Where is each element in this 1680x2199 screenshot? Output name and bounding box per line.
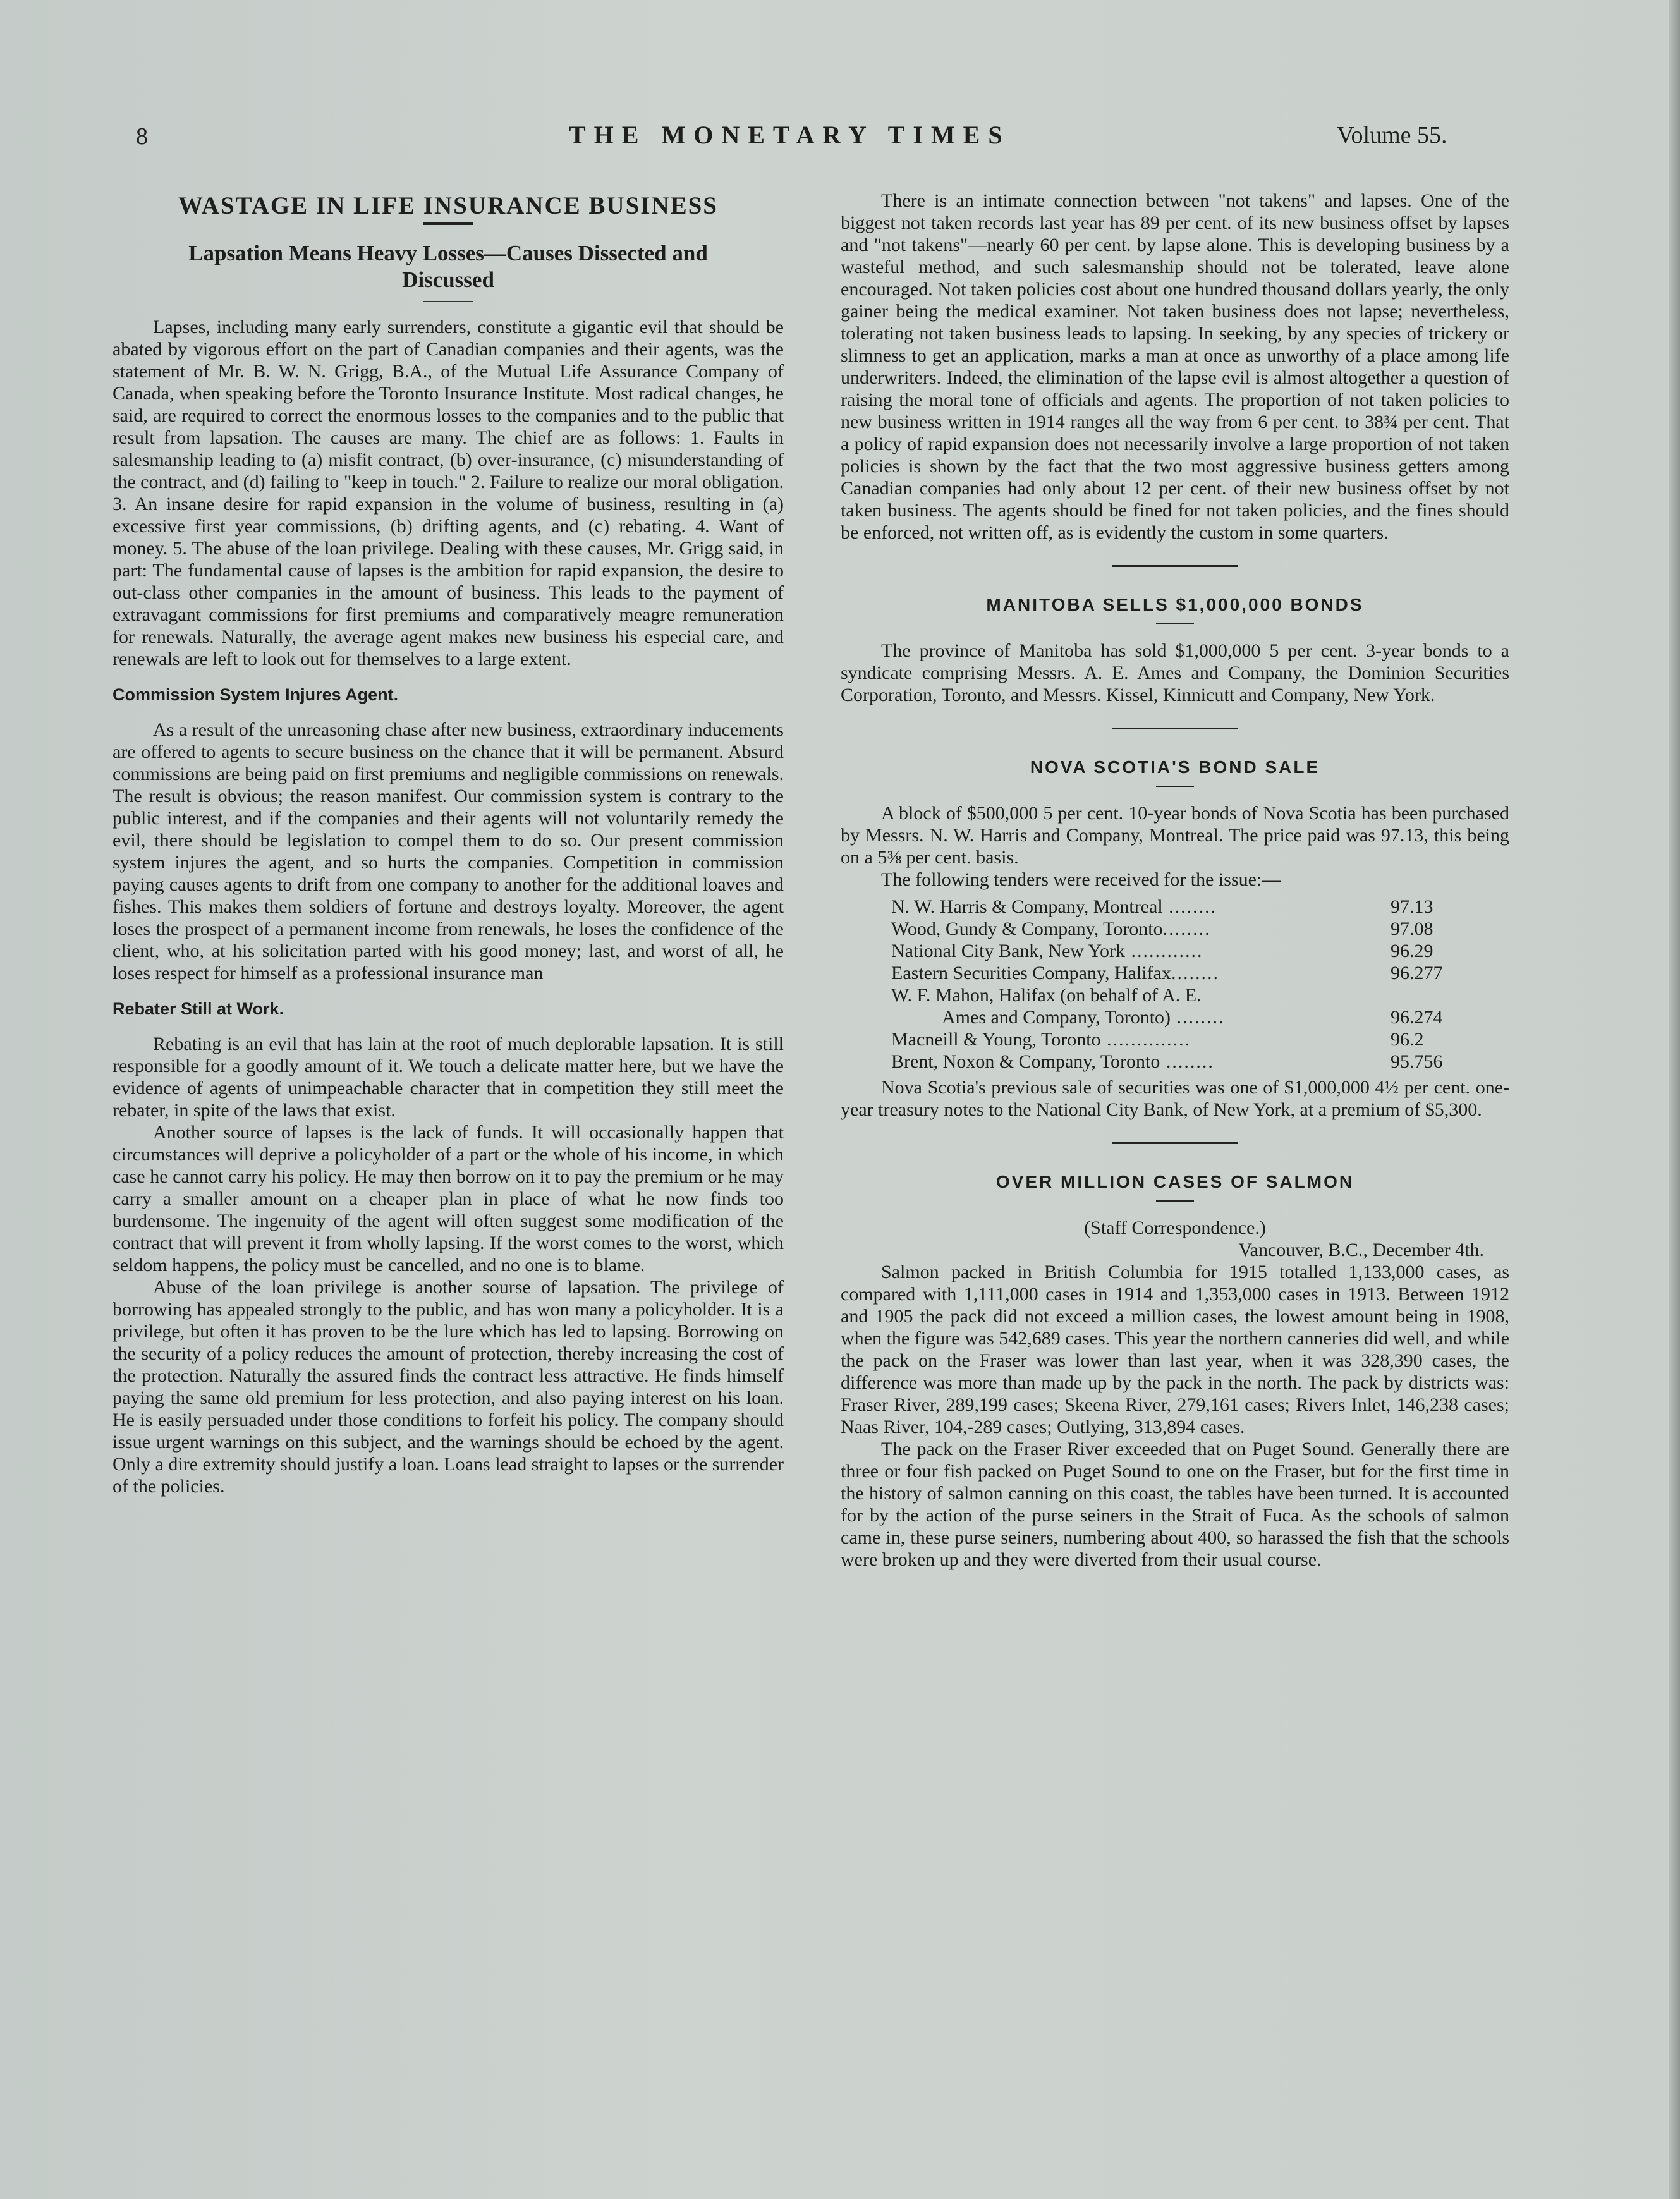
tender-name: W. F. Mahon, Halifax (on behalf of A. E. — [891, 985, 1202, 1006]
tender-price: 96.277 — [1391, 963, 1443, 984]
salmon-paragraph: The pack on the Fraser River exceeded that on Puget Sound. Generally there are three or four fish packed on Puget Sound to one on the Fraser, but for the first time in the history of salmon canning on this coast, the tables have been turned. It is accounted for by the action of the purse seiners in the Strait of Fuca. As the schools of salmon came in, these purse seiners, numbering about 400, so harassed the fish that the schools were broken up and they were diverted from their usual course. — [841, 1439, 1509, 1570]
tender-name: National City Bank, New York — [891, 941, 1125, 961]
tender-name: Ames and Company, Toronto) — [942, 1007, 1171, 1028]
dateline: Vancouver, B.C., December 4th. — [1238, 1240, 1484, 1260]
article-paragraph: Rebating is an evil that has lain at the root of much deplorable lapsation. It is still responsible for a goodly amount of it. We touch a delicate matter here, but we have the evidence of agents of unimpeachable character that in competition they still meet the rebater, in spite of the laws that exist. — [113, 1033, 784, 1121]
heading-rule — [1156, 1200, 1194, 1202]
tender-leader: ........ — [1171, 963, 1219, 984]
section-divider — [1112, 565, 1238, 567]
article-paragraph: There is an intimate connection between "not takens" and lapses. One of the biggest not taken records last year has 89 per cent. of its new business offset by lapses and "not takens"—nearly 60 per cent. by lapse alone. This is developing business by a wasteful method, and such salesmanship should not be tolerated, leave alone encouraged. Not taken policies cost about one hundred thousand dollars yearly, the only gainer being the medical examiner. Not taken business does not lapse; nevertheless, tolerating not taken business leads to lapsing. In seeking, by any species of trickery or slimness to get an application, marks a man at once as unworthy of a place among life underwriters. Indeed, the elimination of the lapse evil is almost altogether a question of raising the moral tone of officials and agents. The proportion of not taken policies to new business written in 1914 ranges all the way from 6 per cent. to 38¾ per cent. That a policy of rapid expansion does not necessarily involve a large proportion of not taken policies is shown by the fact that the two most aggressive business getters among Canadian companies had only about 12 per cent. of their new business offset by not taken business. The agents should be fined for not taken policies, and the fines should be enforced, not written off, as is evidently the custom in some quarters. — [841, 190, 1509, 543]
tender-price: 95.756 — [1391, 1051, 1443, 1072]
section-divider — [1112, 728, 1238, 729]
tender-row — [891, 1028, 1460, 1051]
tender-row — [891, 940, 1460, 962]
tender-leader: ........ — [1171, 1007, 1225, 1028]
tender-leader: ........ — [1162, 896, 1217, 917]
article-title: WASTAGE IN LIFE INSURANCE BUSINESS — [178, 192, 718, 219]
tender-price: 97.13 — [1391, 896, 1433, 917]
tender-leader: ........ — [1162, 918, 1211, 939]
tender-price: 96.274 — [1391, 1007, 1443, 1028]
binding-edge — [1669, 0, 1680, 2199]
staff-correspondence: (Staff Correspondence.) — [1084, 1217, 1266, 1238]
tender-leader: .............. — [1100, 1029, 1191, 1050]
tender-row — [891, 984, 1460, 1006]
tender-row — [891, 1006, 1460, 1028]
tender-name: N. W. Harris & Company, Montreal — [891, 896, 1163, 917]
section-heading-rebater: Rebater Still at Work. — [113, 999, 284, 1018]
tender-leader: ........ — [1160, 1051, 1214, 1072]
salmon-heading: OVER MILLION CASES OF SALMON — [995, 1172, 1354, 1191]
tender-price — [1391, 984, 1460, 1006]
tender-price: 96.29 — [1391, 941, 1433, 961]
page-header — [126, 118, 1517, 155]
tender-row — [891, 918, 1460, 940]
tender-row — [891, 962, 1460, 984]
tender-price: 97.08 — [1391, 918, 1433, 939]
tender-name: Brent, Noxon & Company, Toronto — [891, 1051, 1160, 1072]
tenders-intro: The following tenders were received for the issue:— — [881, 869, 1281, 890]
manitoba-paragraph: The province of Manitoba has sold $1,000,000 5 per cent. 3-year bonds to a syndicate comprising Messrs. A. E. Ames and Company, the Dominion Securities Corporation, Toronto, and Messrs. Kissel, Kinnicutt and Company, New York. — [841, 640, 1509, 705]
article-paragraph: As a result of the unreasoning chase after new business, extraordinary inducements are offered to agents to secure business on the chance that it will be permanent. Absurd commissions are being paid on first premiums and negligible commissions on renewals. The result is obvious; the reason manifest. Our commission system is contrary to the public interest, and if the companies and their agents will not voluntarily remedy the evil, there should be legislation to compel them to do so. Our present commission system injures the agent, and so hurts the companies. Competition in commission paying causes agents to drift from one company to another for the additional loaves and fishes. This makes them soldiers of fortune and destroys loyalty. Moreover, the agent loses the prospect of a permanent income from renewals, he loses the confidence of the client, who, at his solicitation parted with his good money; last, and worst of all, he loses respect for himself as a professional insurance man — [113, 719, 784, 984]
section-heading-commission: Commission System Injures Agent. — [113, 685, 399, 704]
tender-name: Macneill & Young, Toronto — [891, 1029, 1101, 1050]
nova-scotia-heading: NOVA SCOTIA'S BOND SALE — [1030, 757, 1320, 777]
journal-title: THE MONETARY TIMES — [569, 121, 1011, 149]
tender-name: Wood, Gundy & Company, Toronto — [891, 918, 1163, 939]
left-column — [113, 190, 784, 1497]
article-paragraph: Another source of lapses is the lack of funds. It will occasionally happen that circumstances will deprive a policyholder of a part or the whole of his income, in which case he cannot carry his policy. He may then borrow on it to pay the premium or he may carry a smaller amount on a cheaper plan in place of what he now finds too burdensome. The ingenuity of the agent will often suggest some modification of the contract that will prevent it from wholly lapsing. If the worst comes to the worst, which seldom happens, the policy must be cancelled, and no one is to blame. — [113, 1122, 784, 1276]
page-number: 8 — [136, 123, 148, 150]
article-paragraph: Abuse of the loan privilege is another sourse of lapsation. The privilege of borrowing has appealed strongly to the public, and has won many a policyholder. It is a privilege, but often it has proven to be the lure which has led to lapsing. Borrowing on the security of a policy reduces the amount of protection, thereby increasing the cost of the protection. Naturally the assured finds the contract less attractive. He finds himself paying the same old premium for less protection, and also paying interest on his loan. He is easily persuaded under those conditions to forfeit his policy. The company should issue urgent warnings on this subject, and the warnings should be echoed by the agent. Only a dire extremity should justify a loan. Loans lead straight to lapses or the surrender of the policies. — [113, 1277, 784, 1497]
section-divider — [1112, 1142, 1238, 1144]
salmon-paragraph: Salmon packed in British Columbia for 1915 totalled 1,133,000 cases, as compared with 1,111,000 cases in 1914 and 1,353,000 cases in 1913. Between 1912 and 1905 the pack did not exceed a million cases, the lowest amount being in 1908, when the figure was 542,689 cases. This year the northern canneries did well, and while the pack on the Fraser was lower than last year, when it was 328,390 cases, the difference was more than made up by the pack in the north. The pack by districts was: Fraser River, 289,199 cases; Skeena River, 279,161 cases; Rivers Inlet, 146,238 cases; Naas River, 104,-289 cases; Outlying, 313,894 cases. — [841, 1262, 1509, 1437]
heading-rule — [1156, 786, 1194, 787]
nova-scotia-closing: Nova Scotia's previous sale of securities was one of $1,000,000 4½ per cent. one-year treasury notes to the National City Bank, of New York, at a premium of $5,300. — [841, 1077, 1509, 1120]
tenders-list — [891, 896, 1460, 1073]
tender-row — [891, 896, 1460, 918]
tender-leader: ............ — [1125, 941, 1203, 961]
tender-row — [891, 1051, 1460, 1073]
tender-price: 96.2 — [1391, 1029, 1424, 1050]
volume-label: Volume 55. — [1337, 122, 1447, 149]
nova-scotia-intro: A block of $500,000 5 per cent. 10-year bonds of Nova Scotia has been purchased by Messrs. N. W. Harris and Company, Montreal. The price paid was 97.13, this being on a 5⅜ per cent. basis. — [841, 803, 1509, 868]
article-subtitle: Lapsation Means Heavy Losses—Causes Dissected and Discussed — [188, 241, 708, 292]
manitoba-heading: MANITOBA SELLS $1,000,000 BONDS — [986, 595, 1364, 614]
right-column — [841, 190, 1509, 1571]
article-paragraph: Lapses, including many early surrenders, constitute a gigantic evil that should be abated by vigorous effort on the part of Canadian companies and their agents, was the statement of Mr. B. W. N. Grigg, B.A., of the Mutual Life Assurance Company of Canada, when speaking before the Toronto Insurance Institute. Most radical changes, he said, are required to correct the enormous losses to the companies and to the public that result from lapsation. The causes are many. The chief are as follows: 1. Faults in salesmanship leading to (a) misfit contract, (b) over-insurance, (c) misunderstanding of the contract, and (d) failing to "keep in touch." 2. Failure to realize our moral obligation. 3. An insane desire for rapid expansion in the volume of business, resulting in (a) excessive first year commissions, (b) drifting agents, and (c) rebating. 4. Want of money. 5. The abuse of the loan privilege. Dealing with these causes, Mr. Grigg said, in part: The fundamental cause of lapses is the ambition for rapid expansion, the desire to out-class other companies in the amount of business. This leads to the payment of extravagant commissions for first premiums and comparatively meagre remuneration for renewals. Naturally, the average agent makes new business his especial care, and renewals are left to look out for themselves to a large extent. — [113, 317, 784, 669]
heading-rule — [1156, 623, 1194, 624]
title-rule — [423, 222, 473, 225]
tender-name: Eastern Securities Company, Halifax — [891, 963, 1171, 984]
subtitle-rule — [423, 301, 473, 302]
